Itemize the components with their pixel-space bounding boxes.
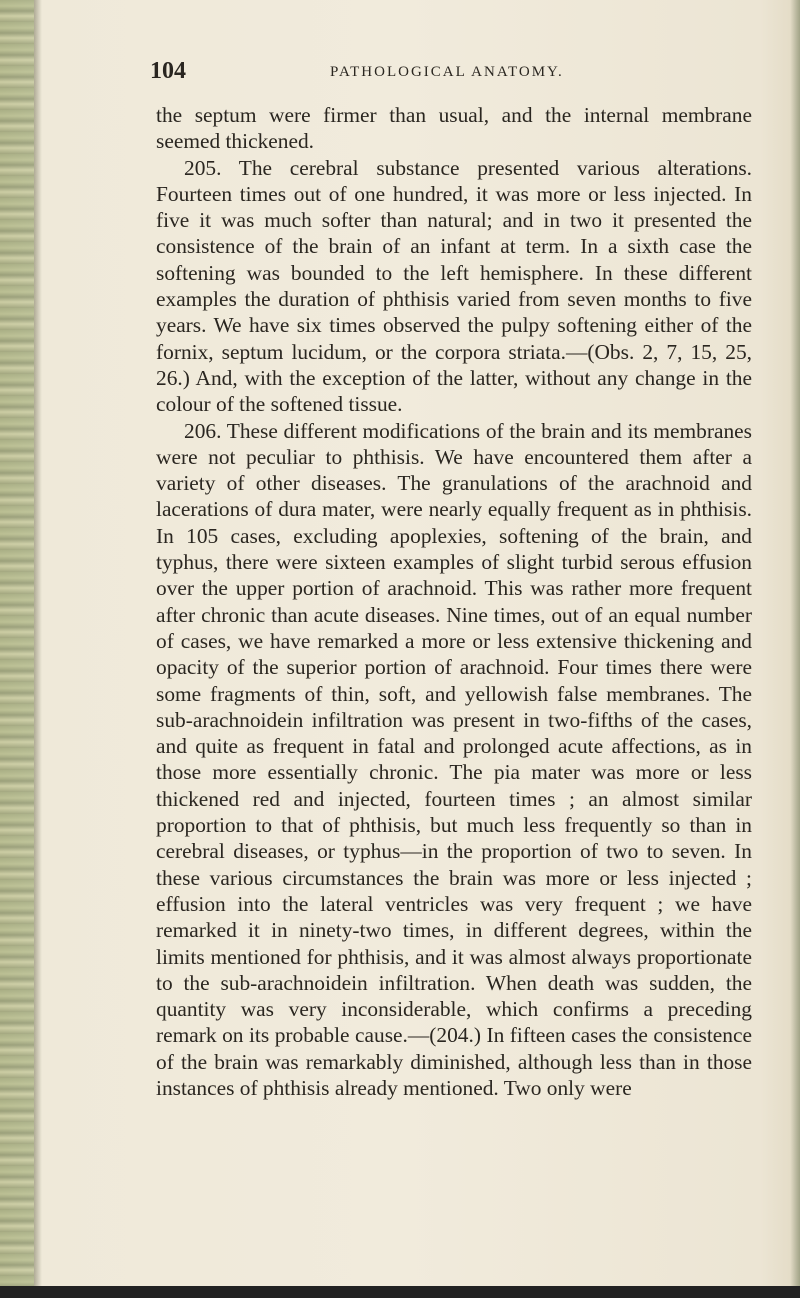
page-number: 104 [150, 58, 186, 84]
paragraph-205: 205. The cerebral substance presented various alterations. Fourteen times out of one hundred, it was more or less injected. In five it was much softer than natural; and in two it presented the consistence of the brain of an infant at term. In a sixth case the softening was bounded to the left hemisphere. In these different examples the duration of phthisis varied from seven months to five years. We have six times observed the pulpy softening either of the fornix, septum lucidum, or the corpora striata.—(Obs. 2, 7, 15, 25, 26.) And, with the exception of the latter, without any change in the colour of the softened tissue. [156, 155, 752, 417]
paragraph-continuation: the septum were firmer than usual, and the internal membrane seemed thickened. [156, 103, 752, 154]
page-header [150, 58, 750, 88]
body-text [156, 102, 752, 1101]
binding-shadow [34, 0, 42, 1298]
page-bottom-edge [0, 1286, 800, 1298]
page-binding [0, 0, 34, 1298]
running-head: PATHOLOGICAL ANATOMY. [330, 64, 564, 80]
paragraph-206: 206. These different modifications of the brain and its membranes were not peculiar to phthisis. We have encountered them after a variety of other diseases. The granulations of the arachnoid and lacerations of dura mater, were nearly equally frequent as in phthisis. In 105 cases, excluding apoplexies, softening of the brain, and typhus, there were sixteen examples of slight turbid serous effusion over the upper portion of arachnoid. This was rather more frequent after chronic than acute diseases. Nine times, out of an equal number of cases, we have remarked a more or less extensive thickening and opacity of the superior portion of arachnoid. Four times there were some fragments of thin, soft, and yellowish false membranes. The sub-arachnoidein infiltration was present in two-fifths of the cases, and quite as frequent in fatal and prolonged acute affections, as in those more essentially chronic. The pia mater was more or less thickened red and injected, fourteen times ; an almost similar proportion to that of phthisis, but much less frequently so than in cerebral diseases, or typhus—in the proportion of two to seven. In these various circumstances the brain was more or less injected ; effusion into the lateral ventricles was very frequent ; we have remarked it in ninety-two times, in different degrees, within the limits mentioned for phthisis, and it was almost always proportionate to the sub-arachnoidein infiltration. When death was sudden, the quantity was very inconsiderable, which confirms a preceding remark on its probable cause.—(204.) In fifteen cases the consistence of the brain was remarkably diminished, although less than in those instances of phthisis already mentioned. Two only were [156, 418, 752, 1100]
page-edge-shadow [790, 0, 800, 1298]
